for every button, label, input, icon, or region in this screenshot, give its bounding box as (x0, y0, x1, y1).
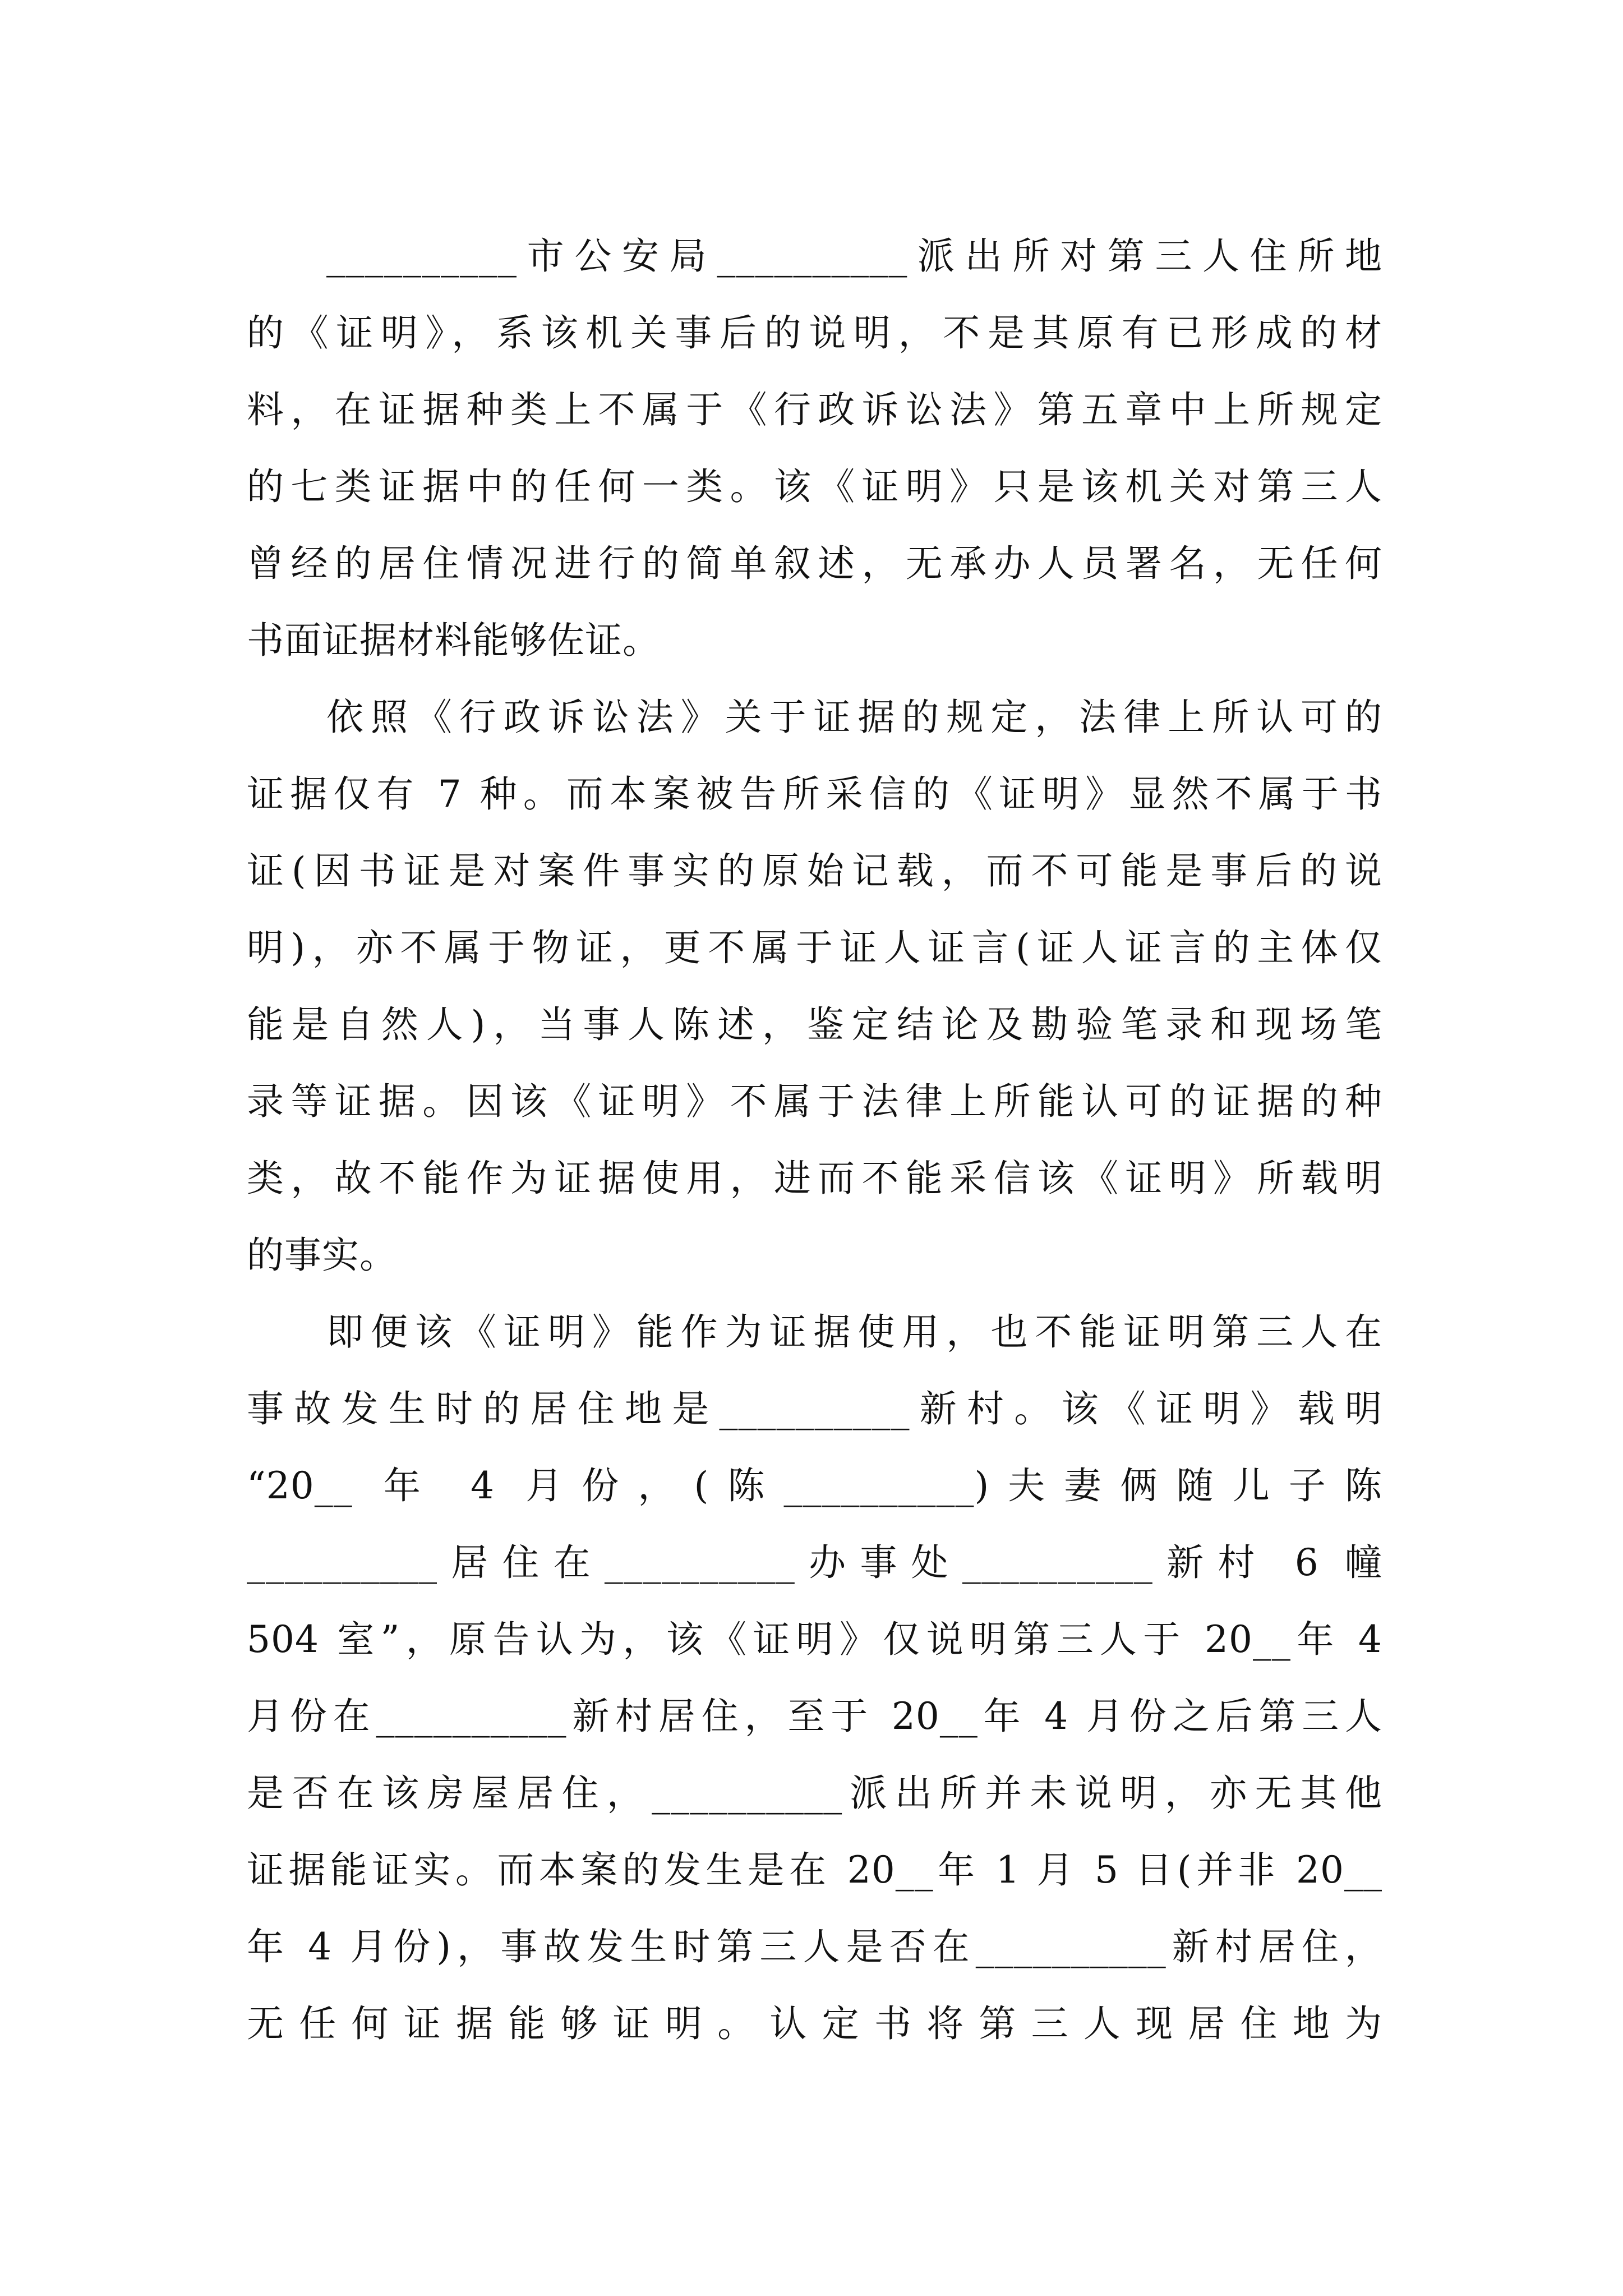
paragraph-3-line-2: 事故发生时的居住地是__________新村。该《证明》载明 (247, 1387, 1382, 1430)
paragraph-1-line-1: __________市公安局__________派出所对第三人住所地 (326, 234, 1382, 278)
paragraph-1-line-6: 书面证据材料能够佐证。 (247, 619, 660, 662)
paragraph-2-line-7: 类，故不能作为证据使用，进而不能采信该《证明》所载明 (247, 1157, 1382, 1200)
paragraph-1-line-5: 曾经的居住情况进行的简单叙述，无承办人员署名，无任何 (247, 542, 1382, 585)
paragraph-1-line-2: 的《证明》，系该机关事后的说明，不是其原有已形成的材 (247, 311, 1382, 355)
paragraph-1-line-4: 的七类证据中的任何一类。该《证明》只是该机关对第三人 (247, 465, 1382, 508)
paragraph-3-line-10: 无任何证据能够证明。认定书将第三人现居住地为 (247, 2002, 1382, 2045)
paragraph-3-line-5: 504 室”，原告认为，该《证明》仅说明第三人于 20__年 4 (247, 1618, 1382, 1661)
paragraph-2-line-1: 依照《行政诉讼法》关于证据的规定，法律上所认可的 (326, 696, 1382, 739)
paragraph-1-line-3: 料，在证据种类上不属于《行政诉讼法》第五章中上所规定 (247, 388, 1382, 431)
paragraph-3-line-9: 年 4 月份)，事故发生时第三人是否在__________新村居住， (247, 1925, 1382, 1968)
paragraph-3-line-7: 是否在该房屋居住，__________派出所并未说明，亦无其他 (247, 1772, 1382, 1815)
paragraph-3-line-6: 月份在__________新村居住，至于 20__年 4 月份之后第三人 (247, 1695, 1382, 1738)
paragraph-2-line-5: 能是自然人)，当事人陈述，鉴定结论及勘验笔录和现场笔 (247, 1003, 1382, 1046)
document-body (247, 218, 1382, 2062)
paragraph-2-line-6: 录等证据。因该《证明》不属于法律上所能认可的证据的种 (247, 1080, 1382, 1123)
paragraph-3-line-8: 证据能证实。而本案的发生是在 20__年 1 月 5 日(并非 20__ (247, 1848, 1382, 1892)
paragraph-2-line-3: 证(因书证是对案件事实的原始记载，而不可能是事后的说 (247, 849, 1382, 892)
paragraph-2-line-2: 证据仅有 7 种。而本案被告所采信的《证明》显然不属于书 (247, 772, 1382, 816)
paragraph-2-line-8: 的事实。 (247, 1234, 397, 1277)
paragraph-3-line-4: __________居住在__________办事处__________新村 6 幢 (247, 1541, 1382, 1584)
paragraph-3-line-3: “20__ 年 4 月份，(陈__________)夫妻俩随儿子陈 (247, 1464, 1382, 1507)
paragraph-3-line-1: 即便该《证明》能作为证据使用，也不能证明第三人在 (326, 1310, 1382, 1354)
paragraph-2-line-4: 明)，亦不属于物证，更不属于证人证言(证人证言的主体仅 (247, 926, 1382, 969)
